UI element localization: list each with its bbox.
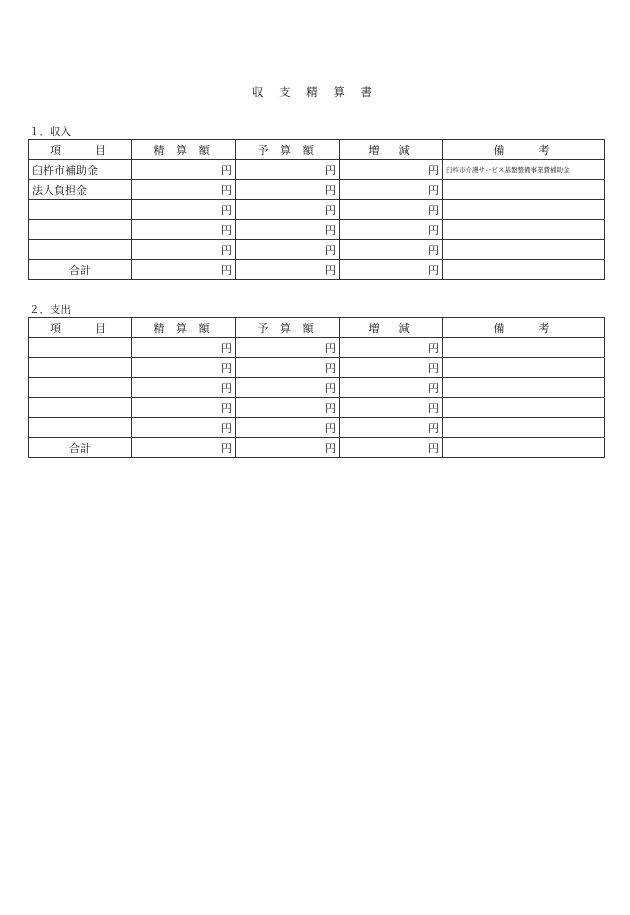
expense-section-heading: ２．支出	[29, 304, 71, 316]
budget-amount-cell[interactable]: 円	[236, 398, 340, 418]
change-amount-cell[interactable]: 円	[340, 200, 443, 220]
remarks-cell[interactable]	[443, 220, 605, 240]
table-row	[29, 180, 605, 200]
budget-amount-cell[interactable]: 円	[236, 200, 340, 220]
budget-amount-cell[interactable]: 円	[236, 240, 340, 260]
settlement-total-cell[interactable]: 円	[132, 260, 236, 280]
remarks-cell[interactable]: 臼杵市介護サービス基盤整備事業費補助金	[443, 160, 605, 180]
income-section-heading: １．収入	[29, 126, 71, 138]
header-budget-amount: 予 算 額	[236, 318, 340, 338]
expense-item-cell[interactable]	[29, 378, 132, 398]
settlement-amount-cell[interactable]: 円	[132, 220, 236, 240]
income-total-row	[29, 260, 605, 280]
settlement-amount-cell[interactable]: 円	[132, 418, 236, 438]
expense-total-label: 合計	[29, 438, 132, 458]
header-increase-decrease: 増 減	[340, 140, 443, 160]
income-item-cell[interactable]: 臼杵市補助金	[29, 160, 132, 180]
remarks-cell[interactable]	[443, 338, 605, 358]
budget-amount-cell[interactable]: 円	[236, 418, 340, 438]
expense-item-cell[interactable]	[29, 338, 132, 358]
remarks-cell[interactable]	[443, 418, 605, 438]
header-increase-decrease: 増 減	[340, 318, 443, 338]
budget-amount-cell[interactable]: 円	[236, 220, 340, 240]
settlement-amount-cell[interactable]: 円	[132, 240, 236, 260]
change-total-cell[interactable]: 円	[340, 438, 443, 458]
header-budget-amount: 予 算 額	[236, 140, 340, 160]
settlement-amount-cell[interactable]: 円	[132, 200, 236, 220]
settlement-total-cell[interactable]: 円	[132, 438, 236, 458]
table-row	[29, 338, 605, 358]
remarks-total-cell[interactable]	[443, 260, 605, 280]
table-row	[29, 358, 605, 378]
change-total-cell[interactable]: 円	[340, 260, 443, 280]
budget-amount-cell[interactable]: 円	[236, 358, 340, 378]
income-item-cell[interactable]	[29, 240, 132, 260]
settlement-amount-cell[interactable]: 円	[132, 358, 236, 378]
header-settlement-amount: 精 算 額	[132, 140, 236, 160]
settlement-amount-cell[interactable]: 円	[132, 338, 236, 358]
change-amount-cell[interactable]: 円	[340, 358, 443, 378]
budget-amount-cell[interactable]: 円	[236, 160, 340, 180]
header-remarks: 備 考	[443, 140, 605, 160]
table-row	[29, 200, 605, 220]
income-item-cell[interactable]	[29, 200, 132, 220]
settlement-amount-cell[interactable]: 円	[132, 398, 236, 418]
budget-total-cell[interactable]: 円	[236, 260, 340, 280]
expense-item-cell[interactable]	[29, 398, 132, 418]
change-amount-cell[interactable]: 円	[340, 338, 443, 358]
settlement-amount-cell[interactable]: 円	[132, 160, 236, 180]
income-item-cell[interactable]: 法人負担金	[29, 180, 132, 200]
change-amount-cell[interactable]: 円	[340, 378, 443, 398]
change-amount-cell[interactable]: 円	[340, 240, 443, 260]
income-item-cell[interactable]	[29, 220, 132, 240]
budget-amount-cell[interactable]: 円	[236, 338, 340, 358]
income-header-row	[29, 140, 605, 160]
income-table	[28, 139, 605, 280]
expense-item-cell[interactable]	[29, 358, 132, 378]
remarks-cell[interactable]	[443, 358, 605, 378]
header-item: 項 目	[29, 140, 132, 160]
budget-amount-cell[interactable]: 円	[236, 378, 340, 398]
document-title: 収 支 精 算 書	[251, 85, 379, 99]
settlement-amount-cell[interactable]: 円	[132, 378, 236, 398]
table-row	[29, 398, 605, 418]
budget-total-cell[interactable]: 円	[236, 438, 340, 458]
expense-total-row	[29, 438, 605, 458]
table-row	[29, 220, 605, 240]
table-row	[29, 160, 605, 180]
change-amount-cell[interactable]: 円	[340, 398, 443, 418]
remarks-total-cell[interactable]	[443, 438, 605, 458]
expense-table	[28, 317, 605, 458]
expense-header-row	[29, 318, 605, 338]
settlement-amount-cell[interactable]: 円	[132, 180, 236, 200]
change-amount-cell[interactable]: 円	[340, 160, 443, 180]
remarks-cell[interactable]	[443, 378, 605, 398]
header-remarks: 備 考	[443, 318, 605, 338]
change-amount-cell[interactable]: 円	[340, 220, 443, 240]
remarks-cell[interactable]	[443, 180, 605, 200]
remarks-cell[interactable]	[443, 240, 605, 260]
remarks-cell[interactable]	[443, 200, 605, 220]
header-settlement-amount: 精 算 額	[132, 318, 236, 338]
header-item: 項 目	[29, 318, 132, 338]
income-total-label: 合計	[29, 260, 132, 280]
remarks-cell[interactable]	[443, 398, 605, 418]
change-amount-cell[interactable]: 円	[340, 418, 443, 438]
budget-amount-cell[interactable]: 円	[236, 180, 340, 200]
table-row	[29, 378, 605, 398]
table-row	[29, 418, 605, 438]
change-amount-cell[interactable]: 円	[340, 180, 443, 200]
expense-item-cell[interactable]	[29, 418, 132, 438]
table-row	[29, 240, 605, 260]
